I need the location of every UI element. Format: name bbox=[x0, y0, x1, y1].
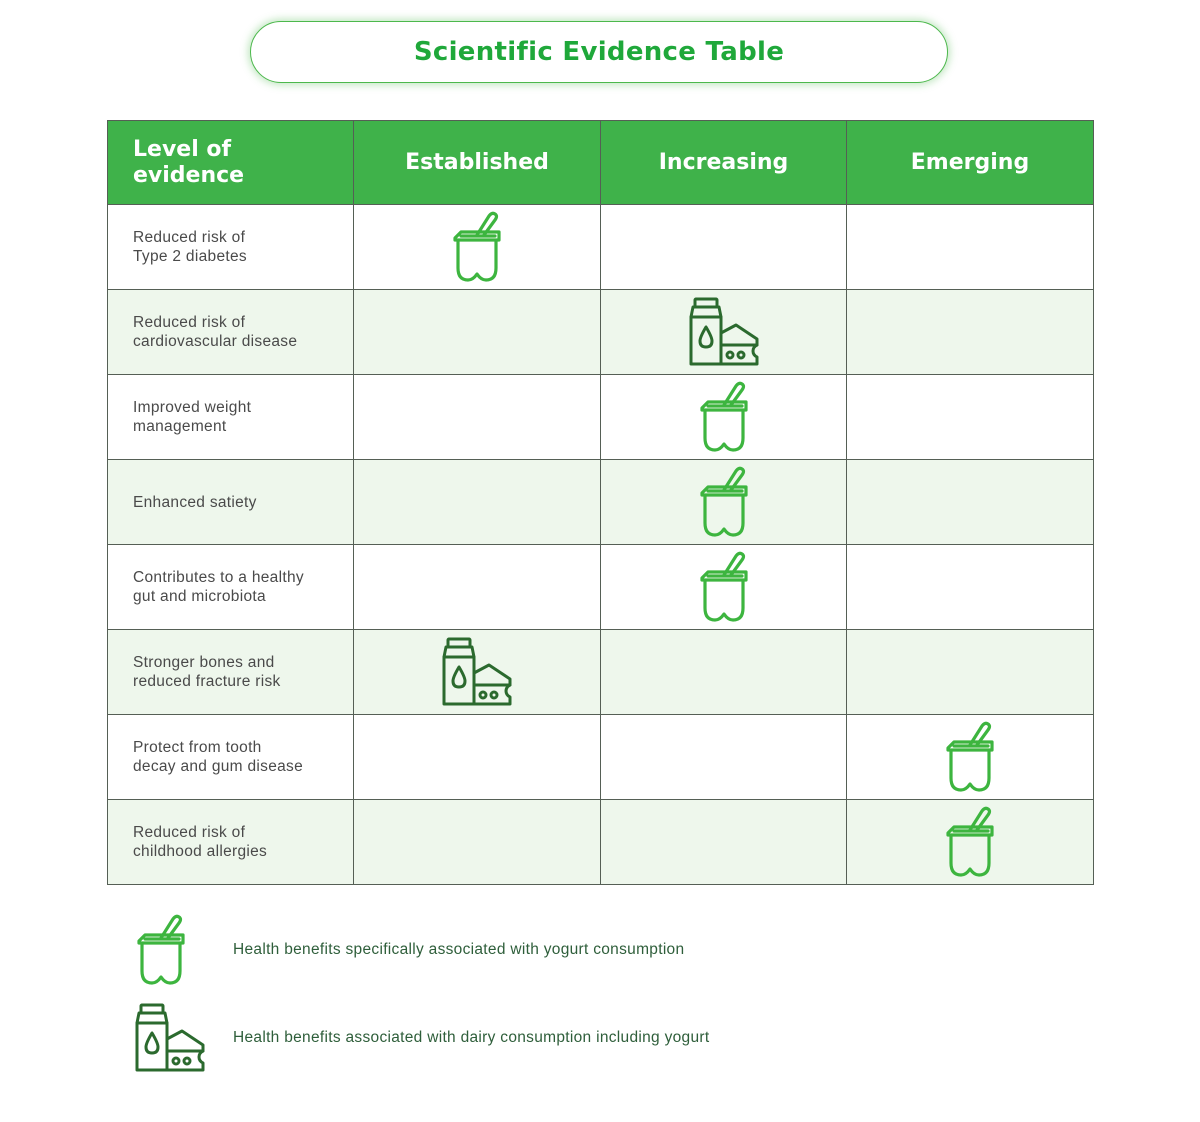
header-established: Established bbox=[354, 121, 601, 205]
cell-emerging bbox=[847, 290, 1094, 375]
cell-established bbox=[354, 545, 601, 630]
cell-emerging bbox=[847, 460, 1094, 545]
row-label bbox=[108, 205, 354, 290]
cell-emerging bbox=[847, 205, 1094, 290]
legend-text: Health benefits associated with dairy consumption including yogurt bbox=[233, 1029, 710, 1046]
cell-established bbox=[354, 375, 601, 460]
header-increasing: Increasing bbox=[601, 121, 847, 205]
title-banner bbox=[250, 21, 948, 83]
cell-increasing bbox=[601, 375, 847, 460]
table-row bbox=[108, 460, 1094, 545]
yogurt-icon bbox=[696, 465, 752, 539]
row-label-line: Type 2 diabetes bbox=[133, 248, 247, 265]
row-label bbox=[108, 460, 354, 545]
table-header-row bbox=[108, 121, 1094, 205]
legend-item bbox=[133, 1003, 709, 1073]
yogurt-icon bbox=[942, 720, 998, 794]
cell-established bbox=[354, 460, 601, 545]
cell-established bbox=[354, 800, 601, 885]
row-label-line: gut and microbiota bbox=[133, 588, 266, 605]
row-label bbox=[108, 545, 354, 630]
row-label-line: Reduced risk of bbox=[133, 824, 246, 841]
row-label-line: Stronger bones and bbox=[133, 654, 275, 671]
dairy-icon bbox=[133, 1003, 233, 1073]
row-label-line: Reduced risk of bbox=[133, 229, 246, 246]
row-label bbox=[108, 800, 354, 885]
yogurt-icon bbox=[449, 210, 505, 284]
cell-emerging bbox=[847, 375, 1094, 460]
cell-established bbox=[354, 715, 601, 800]
legend-text: Health benefits specifically associated with yogurt consumption bbox=[233, 941, 685, 958]
cell-increasing bbox=[601, 545, 847, 630]
cell-increasing bbox=[601, 290, 847, 375]
cell-established bbox=[354, 290, 601, 375]
row-label-line: Reduced risk of bbox=[133, 314, 246, 331]
header-emerging: Emerging bbox=[847, 121, 1094, 205]
dairy-icon bbox=[440, 637, 514, 707]
dairy-icon bbox=[687, 297, 761, 367]
cell-increasing bbox=[601, 800, 847, 885]
legend-item bbox=[133, 913, 684, 987]
table-row bbox=[108, 205, 1094, 290]
yogurt-icon bbox=[942, 805, 998, 879]
header-line: Level of bbox=[133, 136, 232, 162]
row-label-line: Improved weight bbox=[133, 399, 252, 416]
cell-increasing bbox=[601, 205, 847, 290]
cell-increasing bbox=[601, 715, 847, 800]
cell-emerging bbox=[847, 545, 1094, 630]
cell-established bbox=[354, 630, 601, 715]
row-label bbox=[108, 290, 354, 375]
page-title: Scientific Evidence Table bbox=[413, 37, 785, 67]
row-label-line: childhood allergies bbox=[133, 843, 268, 860]
header-line: evidence bbox=[133, 162, 245, 188]
cell-increasing bbox=[601, 460, 847, 545]
table-row bbox=[108, 800, 1094, 885]
cell-emerging bbox=[847, 715, 1094, 800]
table-row bbox=[108, 375, 1094, 460]
row-label bbox=[108, 630, 354, 715]
header-level-of-evidence bbox=[108, 121, 354, 205]
row-label bbox=[108, 375, 354, 460]
row-label-line: cardiovascular disease bbox=[133, 333, 298, 350]
cell-emerging bbox=[847, 630, 1094, 715]
evidence-table bbox=[107, 120, 1094, 885]
table-row bbox=[108, 715, 1094, 800]
row-label bbox=[108, 715, 354, 800]
table-row bbox=[108, 290, 1094, 375]
table-row bbox=[108, 630, 1094, 715]
cell-emerging bbox=[847, 800, 1094, 885]
cell-established bbox=[354, 205, 601, 290]
row-label-line: Enhanced satiety bbox=[133, 493, 257, 511]
yogurt-icon bbox=[696, 550, 752, 624]
table-row bbox=[108, 545, 1094, 630]
row-label-line: Protect from tooth bbox=[133, 739, 262, 756]
yogurt-icon bbox=[696, 380, 752, 454]
cell-increasing bbox=[601, 630, 847, 715]
row-label-line: management bbox=[133, 418, 227, 435]
row-label-line: decay and gum disease bbox=[133, 758, 304, 775]
row-label-line: reduced fracture risk bbox=[133, 673, 281, 690]
yogurt-icon bbox=[133, 913, 233, 987]
row-label-line: Contributes to a healthy bbox=[133, 569, 304, 586]
